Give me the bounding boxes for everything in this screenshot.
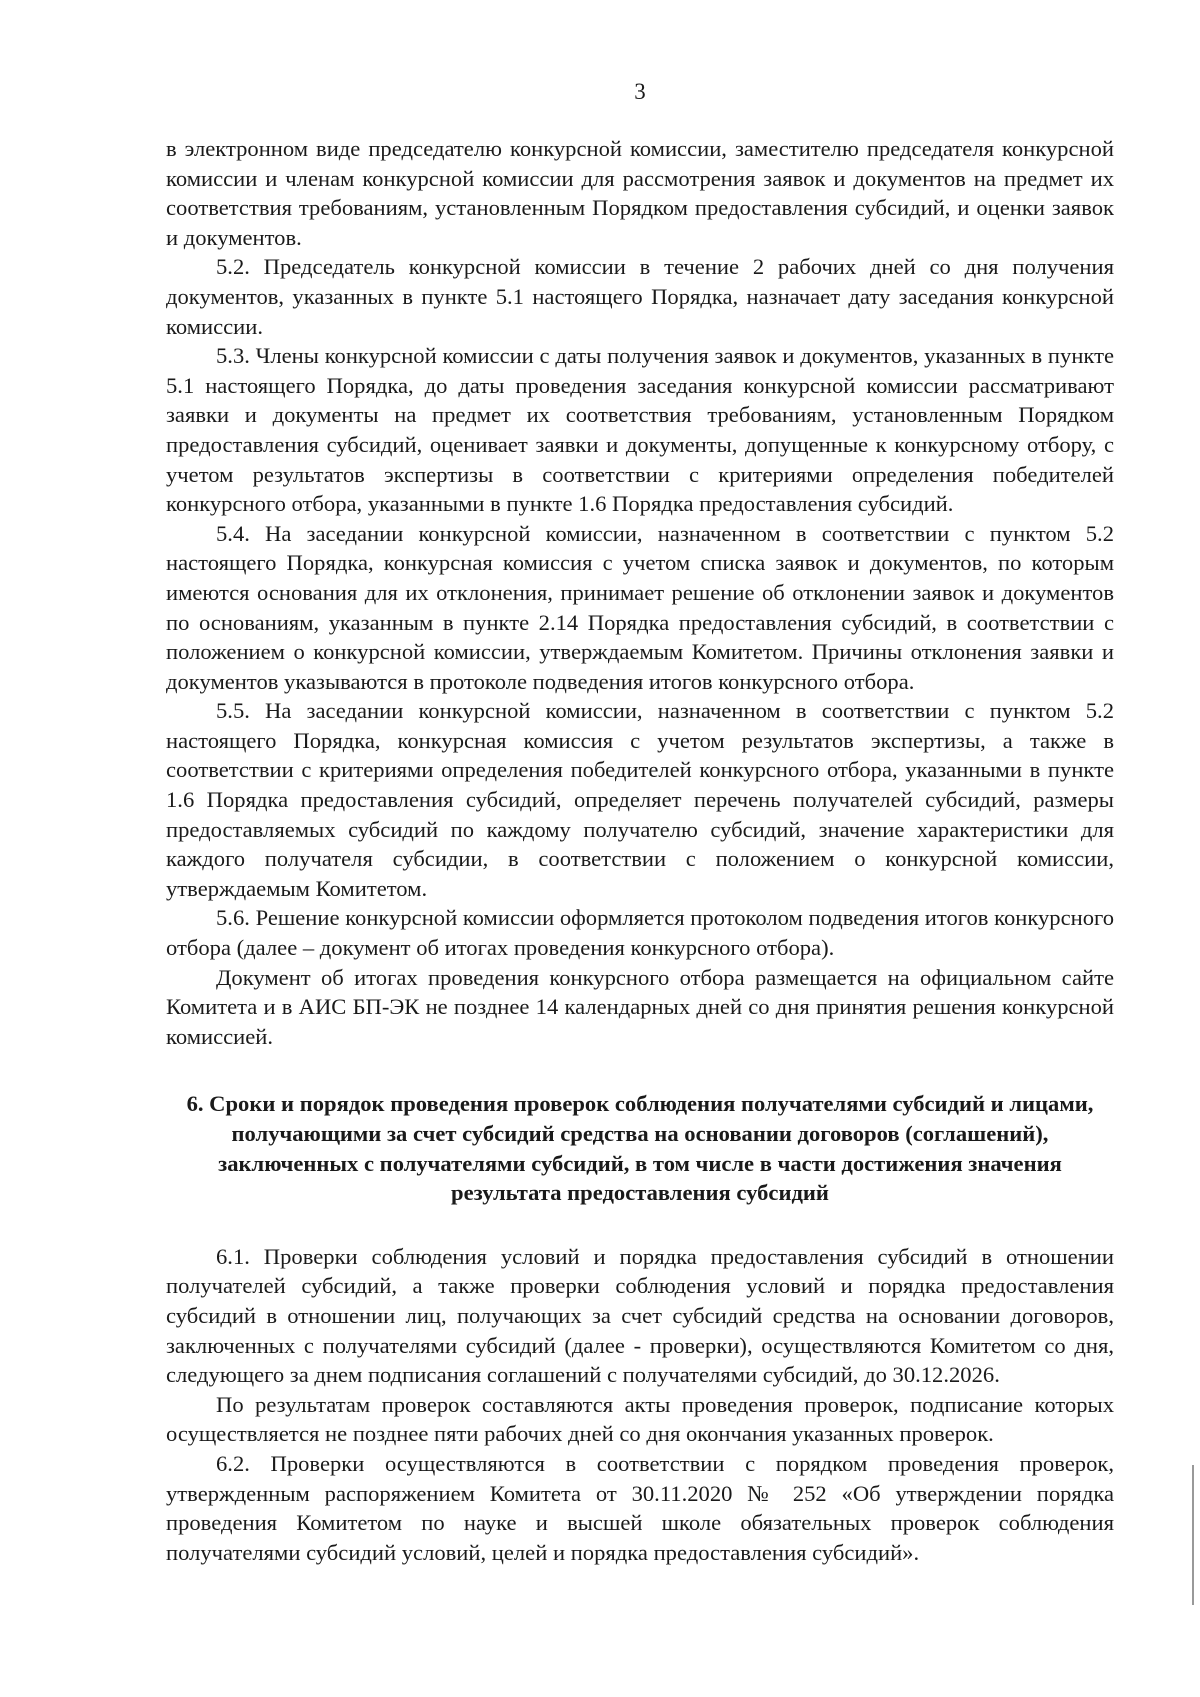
section-heading: 6. Сроки и порядок проведения проверок соблюдения получателями субсидий и лицами, получающими за счет субсидий средства на основании договоров (соглашений), заключенных с получателями субсидий, в том числе в части достижения значения результата предоставления субсидий xyxy=(186,1091,1094,1206)
paragraph-6-2: 6.2. Проверки осуществляются в соответствии с порядком проведения проверок, утвержденным распоряжением Комитета от 30.11.2020 № 252 «Об утверждении порядка проведения Комитетом по науке и высшей школе обязательных проверок соблюдения получателями субсидий условий, целей и порядка предоставления субсидий». xyxy=(166,1450,1114,1565)
scan-edge-mark xyxy=(1192,1465,1194,1605)
paragraph-inspection-acts: По результатам проверок составляются акты проведения проверок, подписание которых осуществляется не позднее пяти рабочих дней со дня окончания указанных проверок. xyxy=(166,1391,1114,1447)
page-number: 3 xyxy=(634,79,646,104)
paragraph-6-1: 6.1. Проверки соблюдения условий и порядка предоставления субсидий в отношении получателей субсидий, а также проверки соблюдения условий и порядка предоставления субсидий в отношении лиц, получающих за счет субсидий средства на основании договоров, заключенных с получателями субсидий (далее - проверки), осуществляются Комитетом со дня, следующего за днем подписания соглашений с получателями субсидий, до 30.12.2026. xyxy=(166,1243,1114,1388)
paragraph-5-5: 5.5. На заседании конкурсной комиссии, назначенном в соответствии с пунктом 5.2 настоящего Порядка, конкурсная комиссия с учетом результатов экспертизы, а также в соответствии с критериями определения победителей конкурсного отбора, указанными в пункте 1.6 Порядка предоставления субсидий, определяет перечень получателей субсидий, размеры предоставляемых субсидий по каждому получателю субсидий, значение характеристики для каждого получателя субсидии, в соответствии с положением о конкурсной комиссии, утверждаемым Комитетом. xyxy=(166,698,1114,901)
paragraph-5-4: 5.4. На заседании конкурсной комиссии, назначенном в соответствии с пунктом 5.2 настоящего Порядка, конкурсная комиссия с учетом списка заявок и документов, по которым имеются основания для их отклонения, принимает решение об отклонении заявок и документов по основаниям, указанным в пункте 2.14 Порядка предоставления субсидий, в соответствии с положением о конкурсной комиссии, утверждаемым Комитетом. Причины отклонения заявки и документов указываются в протоколе подведения итогов конкурсного отбора. xyxy=(166,520,1114,694)
paragraphs-bottom xyxy=(166,1242,1114,1568)
paragraph: в электронном виде председателю конкурсной комиссии, заместителю председателя конкурсной комиссии и членам конкурсной комиссии для рассмотрения заявок и документов на предмет их соответствия требованиям, установленным Порядком предоставления субсидий, и оценки заявок и документов. xyxy=(166,136,1114,250)
paragraph-5-3: 5.3. Члены конкурсной комиссии с даты получения заявок и документов, указанных в пункте 5.1 настоящего Порядка, до даты проведения заседания конкурсной комиссии рассматривают заявки и документы на предмет их соответствия требованиям, установленным Порядком предоставления субсидий, оценивает заявки и документы, допущенные к конкурсному отбору, с учетом результатов экспертизы в соответствии с критериями определения победителей конкурсного отбора, указанными в пункте 1.6 Порядка предоставления субсидий. xyxy=(166,343,1114,517)
paragraph-5-2: 5.2. Председатель конкурсной комиссии в течение 2 рабочих дней со дня получения документов, указанных в пункте 5.1 настоящего Порядка, назначает дату заседания конкурсной комиссии. xyxy=(166,254,1114,339)
paragraphs-top xyxy=(166,134,1114,1051)
paragraph-publication: Документ об итогах проведения конкурсного отбора размещается на официальном сайте Комитета и в АИС БП-ЭК не позднее 14 календарных дней со дня принятия решения конкурсной комиссией. xyxy=(166,964,1114,1049)
paragraph-5-6: 5.6. Решение конкурсной комиссии оформляется протоколом подведения итогов конкурсного отбора (далее – документ об итогах проведения конкурсного отбора). xyxy=(166,905,1114,961)
document-page xyxy=(166,78,1114,1567)
